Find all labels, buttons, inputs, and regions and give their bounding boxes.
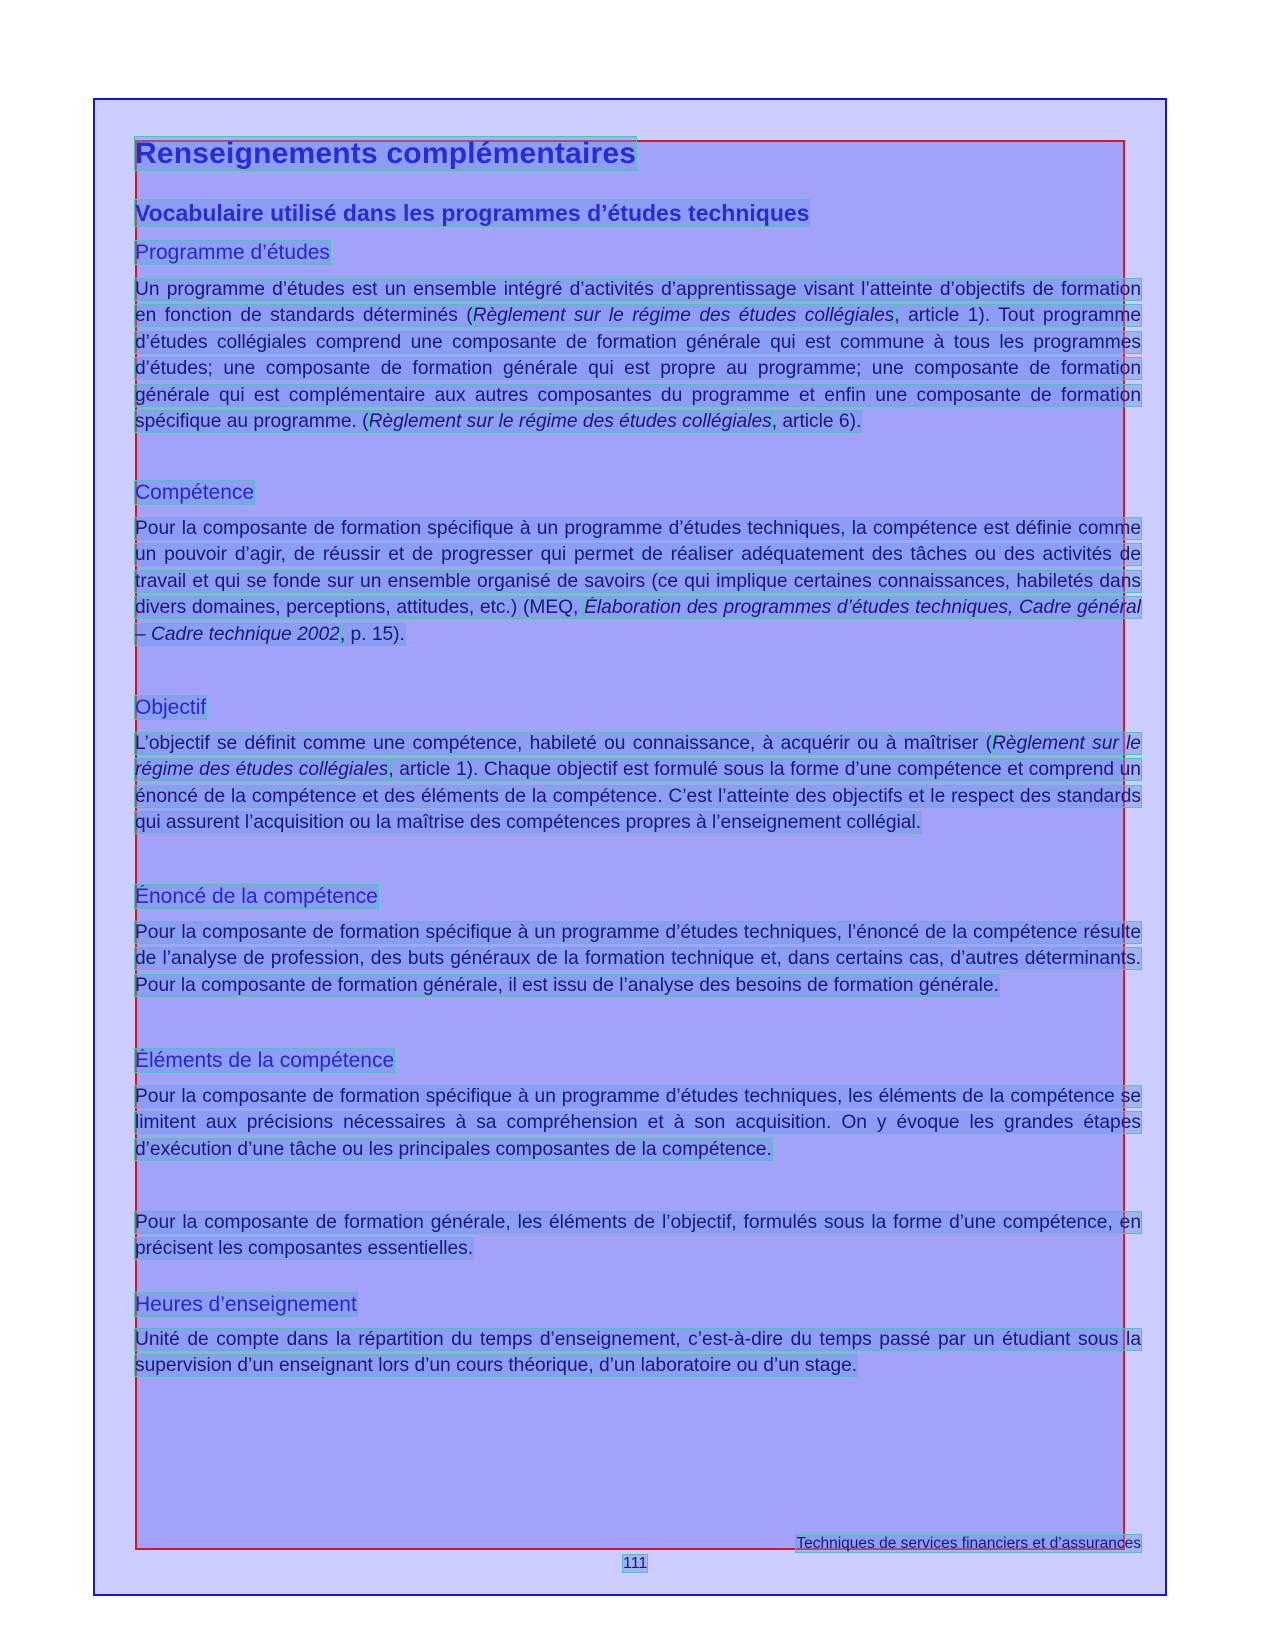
italic-citation: Règlement sur le régime des études collégiales xyxy=(368,411,772,433)
section-title-enonce: Énoncé de la compétence xyxy=(135,885,378,908)
section-title-heures: Heures d’enseignement xyxy=(135,1293,357,1316)
paragraph-text: , article 1). Chaque objectif est formulé sous la forme d’une compétence et comprend un énoncé de la compétence et des éléments de la compétence. C’est l’atteinte des objectifs et le respect des standards qui assurent l’acquisition ou la maîtrise des compétences propres à l’enseignement collégial. xyxy=(135,759,1141,834)
paragraph-text: , article 1). Tout programme d’études collégiales comprend une composante de formation générale qui est commune à tous les programmes d’études; une composante de formation générale qui est propre au programme; une composante de formation générale qui est complémentaire aux autres composantes du programme et enfin une composante de formation spécifique au programme. ( xyxy=(135,305,1141,433)
section-title-elements: Éléments de la compétence xyxy=(135,1049,395,1072)
paragraph-text: Pour la composante de formation générale, les éléments de l’objectif, formulés sous la forme d’une compétence, en précisent les composantes essentielles. xyxy=(135,1212,1141,1260)
italic-citation: Règlement sur le régime des études collégiales xyxy=(472,305,895,327)
paragraph-objectif xyxy=(135,731,1141,837)
paragraph-text: , article 6). xyxy=(771,411,862,433)
section-subtitle: Vocabulaire utilisé dans les programmes d’études techniques xyxy=(135,200,810,226)
page-number: 111 xyxy=(623,1555,648,1572)
paragraph-elements-2 xyxy=(135,1210,1141,1263)
italic-citation: Élaboration des programmes d’études techniques, Cadre général – Cadre technique 2002 xyxy=(135,597,1141,645)
paragraph-text: Un programme d’études est un ensemble intégré d’activités d’apprentissage visant l’atteinte d’objectifs de formation en fonction de standards déterminés ( xyxy=(135,279,1141,327)
paragraph-heures xyxy=(135,1327,1141,1380)
section-title-programme: Programme d’études xyxy=(135,241,330,264)
paragraph-text: Unité de compte dans la répartition du temps d’enseignement, c’est-à-dire du temps passé par un étudiant sous la supervision d’un enseignant lors d’un cours théorique, d’un laboratoire ou d’un stage. xyxy=(135,1329,1141,1377)
page-title: Renseignements complémentaires xyxy=(135,137,637,170)
paragraph-programme xyxy=(135,277,1141,435)
paragraph-text: Pour la composante de formation spécifique à un programme d’études techniques, la compétence est définie comme un pouvoir d’agir, de réussir et de progresser qui permet de réaliser adéquatement des tâches ou des activités de travail et qui se fonde sur un ensemble organisé de savoirs (ce qui implique certaines connaissances, habiletés dans divers domaines, perceptions, attitudes, etc.) (MEQ, xyxy=(135,518,1141,619)
section-title-objectif: Objectif xyxy=(135,696,207,719)
footer-program-title: Techniques de services financiers et d’assurances xyxy=(796,1535,1141,1552)
paragraph-text: Pour la composante de formation spécifique à un programme d’études techniques, l’énoncé de la compétence résulte de l’analyse de profession, des buts généraux de la formation technique et, dans certains cas, d’autres déterminants. Pour la composante de formation générale, il est issu de l’analyse des besoins de formation générale. xyxy=(135,922,1141,996)
paragraph-enonce xyxy=(135,920,1141,999)
paragraph-competence xyxy=(135,516,1141,648)
paragraph-text: , p. 15). xyxy=(339,623,405,645)
paragraph-elements-1 xyxy=(135,1084,1141,1163)
document-body xyxy=(135,136,1141,1377)
section-title-competence: Compétence xyxy=(135,481,255,504)
paragraph-text: Pour la composante de formation spécifique à un programme d’études techniques, les éléments de la compétence se limitent aux précisions nécessaires à sa compréhension et à son acquisition. On y évoque les grandes étapes d’exécution d’une tâche ou les principales composantes de la compétence. xyxy=(135,1086,1141,1160)
paragraph-text: L’objectif se définit comme une compétence, habileté ou connaissance, à acquérir ou à maîtriser ( xyxy=(135,733,993,754)
italic-citation: Règlement sur le régime des études collégiales xyxy=(135,733,1141,781)
